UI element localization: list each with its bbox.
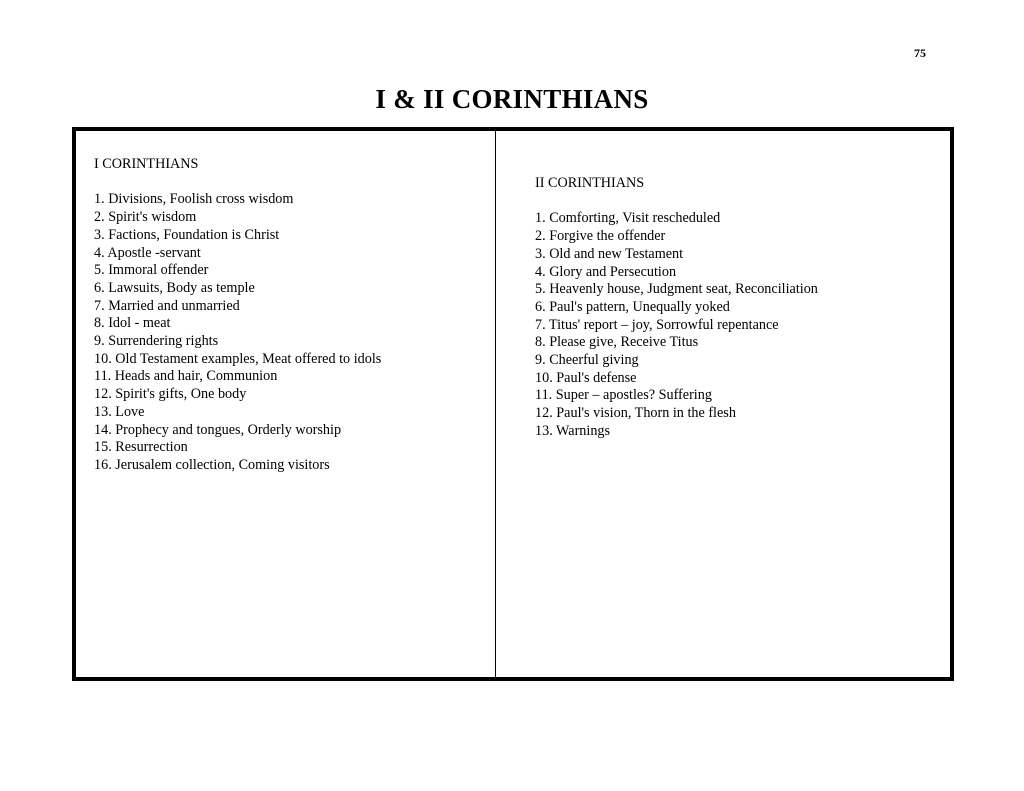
page-title: I & II CORINTHIANS bbox=[375, 84, 649, 114]
list-item: 4. Glory and Persecution bbox=[535, 263, 677, 280]
list-item: 3. Old and new Testament bbox=[535, 245, 684, 262]
list-item: 2. Spirit's wisdom bbox=[94, 209, 197, 226]
list-item: 7. Titus' report – joy, Sorrowful repentance bbox=[535, 316, 779, 333]
list-item: 1. Divisions, Foolish cross wisdom bbox=[94, 191, 294, 208]
outline-table bbox=[72, 127, 954, 681]
list-item: 13. Warnings bbox=[535, 422, 611, 439]
list-item: 6. Lawsuits, Body as temple bbox=[94, 279, 255, 296]
list-item: 5. Immoral offender bbox=[94, 262, 209, 279]
first-corinthians-heading: I CORINTHIANS bbox=[94, 156, 199, 172]
list-item: 7. Married and unmarried bbox=[94, 297, 240, 314]
list-item: 2. Forgive the offender bbox=[535, 228, 666, 245]
list-item: 10. Old Testament examples, Meat offered to idols bbox=[94, 350, 382, 367]
list-item: 15. Resurrection bbox=[94, 439, 188, 456]
list-item: 3. Factions, Foundation is Christ bbox=[94, 226, 280, 243]
page-number: 75 bbox=[914, 46, 926, 60]
list-item: 11. Heads and hair, Communion bbox=[94, 368, 278, 385]
list-item: 11. Super – apostles? Suffering bbox=[535, 387, 712, 404]
list-item: 6. Paul's pattern, Unequally yoked bbox=[535, 298, 730, 315]
second-corinthians-heading: II CORINTHIANS bbox=[535, 175, 645, 191]
second-corinthians-column bbox=[496, 131, 950, 677]
second-corinthians-chapter-list bbox=[535, 210, 950, 440]
list-item: 12. Spirit's gifts, One body bbox=[94, 386, 247, 403]
list-item: 8. Please give, Receive Titus bbox=[535, 334, 699, 351]
list-item: 9. Cheerful giving bbox=[535, 352, 639, 369]
first-corinthians-column bbox=[76, 131, 496, 677]
list-item: 14. Prophecy and tongues, Orderly worship bbox=[94, 421, 342, 438]
list-item: 12. Paul's vision, Thorn in the flesh bbox=[535, 405, 736, 422]
list-item: 1. Comforting, Visit rescheduled bbox=[535, 210, 721, 227]
list-item: 13. Love bbox=[94, 403, 145, 420]
list-item: 10. Paul's defense bbox=[535, 369, 637, 386]
first-corinthians-chapter-list bbox=[94, 191, 495, 474]
list-item: 4. Apostle -servant bbox=[94, 244, 201, 261]
list-item: 9. Surrendering rights bbox=[94, 333, 219, 350]
list-item: 16. Jerusalem collection, Coming visitors bbox=[94, 456, 330, 473]
list-item: 5. Heavenly house, Judgment seat, Reconciliation bbox=[535, 281, 818, 298]
list-item: 8. Idol - meat bbox=[94, 315, 171, 332]
